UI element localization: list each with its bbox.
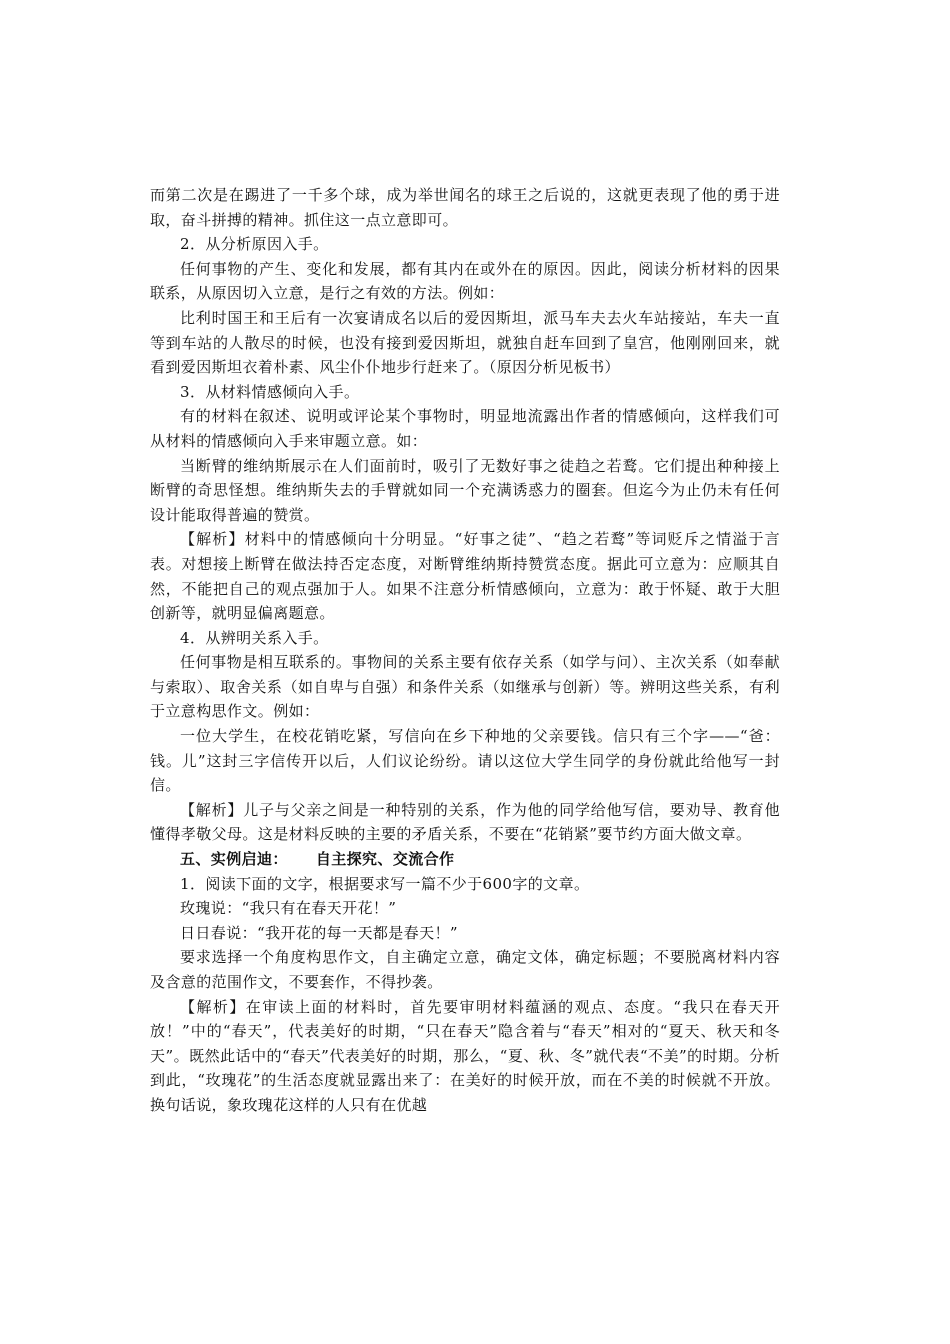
paragraph-einstein-story: 比利时国王和王后有一次宴请成名以后的爱因斯坦，派马车夫去火车站接站，车夫一直等到车站的人散尽的时候，也没有接到爱因斯坦，就独自赶车回到了皇宫，他刚刚回来，就看到爱因斯坦衣着朴素、风尘仆仆地步行赶来了。（原因分析见板书） xyxy=(150,308,780,377)
paragraph-cause-intro: 任何事物的产生、变化和发展，都有其内在或外在的原因。因此，阅读分析材料的因果联系，从原因切入立意，是行之有效的方法。例如： xyxy=(150,259,780,303)
section-heading-part1: 五、实例启迪： xyxy=(180,850,288,869)
quote-rose: 玫瑰说：“我只有在春天开花！” xyxy=(180,899,397,918)
paragraph-1: 而第二次是在踢进了一千多个球，成为举世闻名的球王之后说的，这就更表现了他的勇于进取，奋斗拼搏的精神。抓住这一点立意即可。 xyxy=(150,186,780,229)
paragraph-relationships-intro: 任何事物是相互联系的。事物间的关系主要有依存关系（如学与问）、主次关系（如奉献与索取）、取舍关系（如自卑与自强）和条件关系（如继承与创新）等。辨明这些关系，有利于立意构思作文。例如： xyxy=(150,653,780,721)
exercise-requirements: 要求选择一个角度构思作文，自主确定立意，确定文体，确定标题；不要脱离材料内容及含意的范围作文，不要套作，不得抄袭。 xyxy=(150,948,780,991)
exercise-analysis: 【解析】在审读上面的材料时，首先要审明材料蕴涵的观点、态度。“我只在春天开放！”中的“春天”，代表美好的时期，“只在春天”隐含着与“春天”相对的“夏天、秋天和冬天”。既然此话中的“春天”代表美好的时期，那么，“夏、秋、冬”就代表“不美”的时期。分析到此，“玫瑰花”的生活态度就显露出来了：在美好的时候开放，而在不美的时候就不开放。换句话说，象玫瑰花这样的人只有在优越 xyxy=(150,997,780,1114)
exercise-instruction: 1．阅读下面的文字，根据要求写一篇不少于600字的文章。 xyxy=(180,874,590,893)
paragraph-student-letter: 一位大学生，在校花销吃紧，写信向在乡下种地的父亲要钱。信只有三个字——“爸：钱。儿”这封三字信传开以后，人们议论纷纷。请以这位大学生同学的身份就此给他写一封信。 xyxy=(150,727,780,795)
section-heading xyxy=(150,847,780,872)
heading-emotion-tendency: 3．从材料情感倾向入手。 xyxy=(180,382,360,401)
heading-analyze-cause: 2．从分析原因入手。 xyxy=(180,235,329,254)
heading-relationships: 4．从辨明关系入手。 xyxy=(180,628,329,647)
quote-periwinkle: 日日春说：“我开花的每一天都是春天！” xyxy=(180,923,458,942)
section-heading-part2: 自主探究、交流合作 xyxy=(315,850,455,869)
document-page xyxy=(150,183,780,1118)
paragraph-venus-story: 当断臂的维纳斯展示在人们面前时，吸引了无数好事之徒趋之若鹜。它们提出种种接上断臂的奇思怪想。维纳斯失去的手臂就如同一个充满诱惑力的圈套。但迄今为止仍未有任何设计能取得普遍的赞赏。 xyxy=(150,456,780,524)
paragraph-emotion-intro: 有的材料在叙述、说明或评论某个事物时，明显地流露出作者的情感倾向，这样我们可从材料的情感倾向入手来审题立意。如： xyxy=(150,407,780,450)
paragraph-venus-analysis: 【解析】材料中的情感倾向十分明显。“好事之徒”、“趋之若鹜”等词贬斥之情溢于言表。对想接上断臂在做法持否定态度，对断臂维纳斯持赞赏态度。据此可立意为：应顺其自然，不能把自己的观点强加于人。如果不注意分析情感倾向，立意为：敢于怀疑、敢于大胆创新等，就明显偏离题意。 xyxy=(150,530,780,623)
paragraph-letter-analysis: 【解析】儿子与父亲之间是一种特别的关系，作为他的同学给他写信，要劝导、教育他懂得孝敬父母。这是材料反映的主要的矛盾关系，不要在“花销紧”要节约方面大做文章。 xyxy=(150,800,780,844)
